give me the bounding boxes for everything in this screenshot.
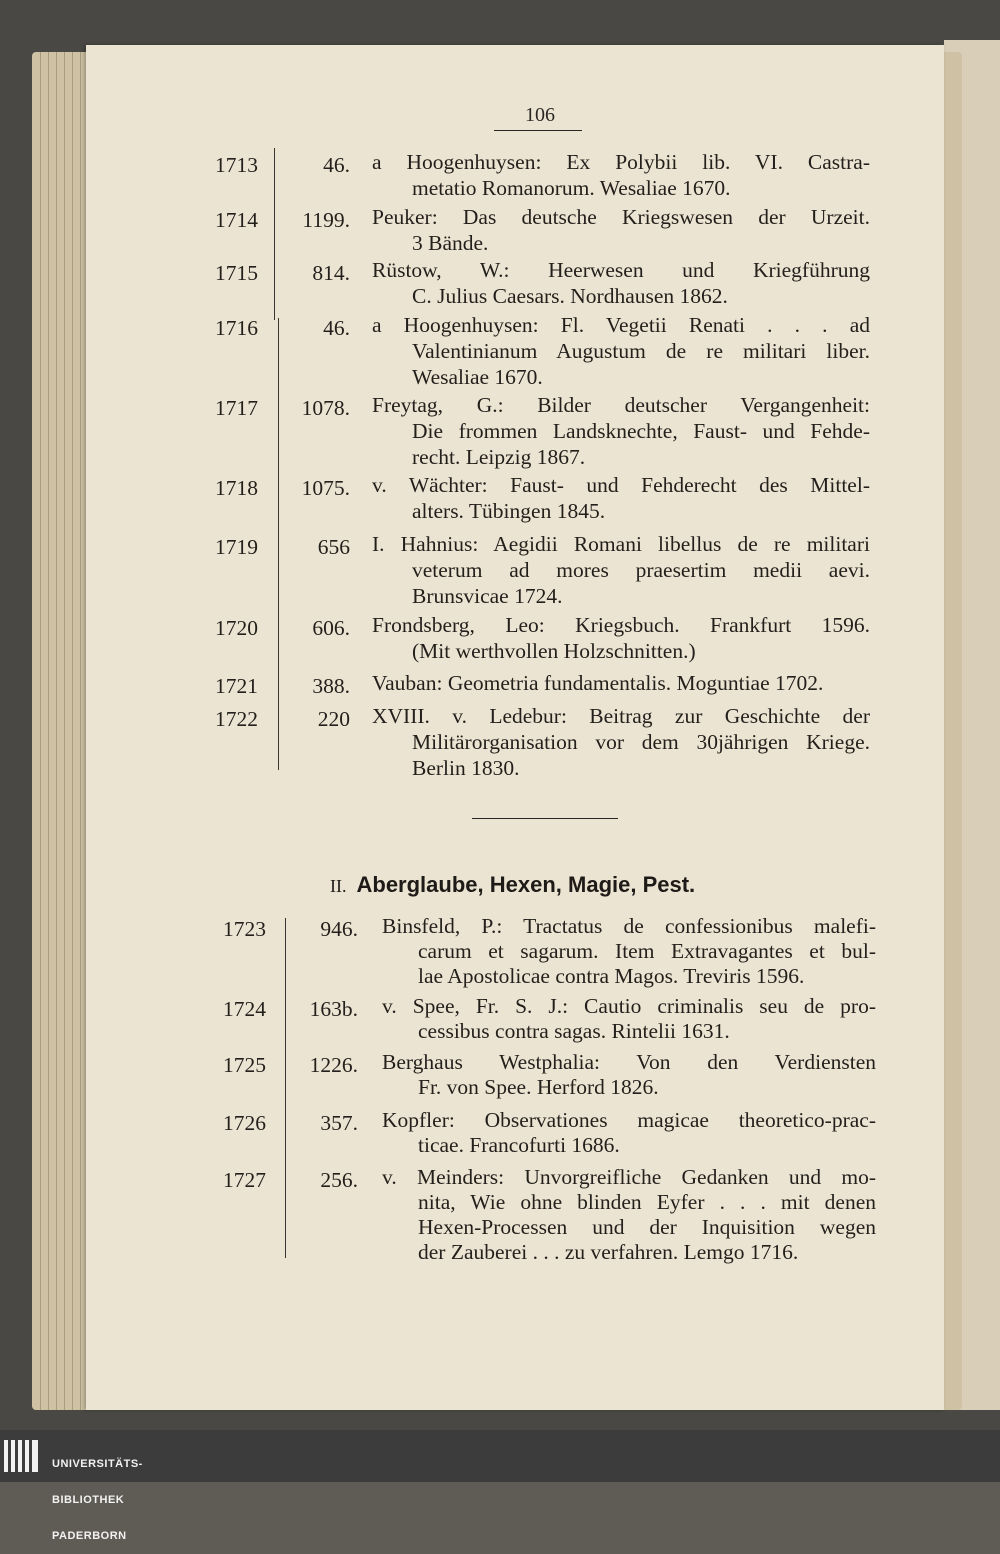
entry-text-line: recht. Leipzig 1867. xyxy=(412,445,586,469)
entry-number: 1725 xyxy=(223,1053,266,1077)
entry-text-line: v. Wächter: Faust- und Fehderecht des Mittel- xyxy=(372,473,870,497)
entry-number: 1723 xyxy=(223,917,266,941)
entry-reference: 256. xyxy=(320,1168,358,1192)
entry-text-line: ticae. Francofurti 1686. xyxy=(418,1133,620,1157)
entry-number: 1718 xyxy=(215,476,258,500)
section-separator xyxy=(472,818,618,819)
library-footer-bar xyxy=(0,1430,1000,1482)
entry-text-line: C. Julius Caesars. Nordhausen 1862. xyxy=(412,284,728,308)
entry-number: 1713 xyxy=(215,153,258,177)
entry-text-line: Brunsvicae 1724. xyxy=(412,584,563,608)
entry-text-line: 3 Bände. xyxy=(412,231,489,255)
entry-text-line: Peuker: Das deutsche Kriegswesen der Urzeit. xyxy=(372,205,870,229)
entry-reference: 606. xyxy=(312,616,350,640)
entry-reference: 1226. xyxy=(309,1053,358,1077)
entry-text-line: Militärorganisation vor dem 30jährigen Kriege. xyxy=(412,730,870,754)
entry-number: 1726 xyxy=(223,1111,266,1135)
column-divider-top-b xyxy=(278,318,279,770)
entry-text-line: Rüstow, W.: Heerwesen und Kriegführung xyxy=(372,258,870,282)
logo-line: UNIVERSITÄTS- xyxy=(52,1458,143,1470)
entry-text-line: a Hoogenhuysen: Ex Polybii lib. VI. Castra- xyxy=(372,150,870,174)
entry-text-line: Wesaliae 1670. xyxy=(412,365,543,389)
entry-text-line: Berlin 1830. xyxy=(412,756,520,780)
entry-text-line: v. Meinders: Unvorgreifliche Gedanken und mo- xyxy=(382,1165,876,1189)
entry-number: 1719 xyxy=(215,535,258,559)
logo-line: BIBLIOTHEK xyxy=(52,1494,125,1506)
logo-line: PADERBORN xyxy=(52,1530,127,1542)
entry-text-line: carum et sagarum. Item Extravagantes et bul- xyxy=(418,939,876,963)
entry-reference: 163b. xyxy=(309,997,358,1021)
section-roman-numeral: II. xyxy=(330,876,347,896)
entry-number: 1714 xyxy=(215,208,258,232)
entry-reference: 656 xyxy=(317,535,350,559)
page-number: 106 xyxy=(525,104,555,126)
entry-text-line: veterum ad mores praesertim medii aevi. xyxy=(412,558,870,582)
section-title: Aberglaube, Hexen, Magie, Pest. xyxy=(356,872,696,897)
entry-text-line: der Zauberei . . . zu verfahren. Lemgo 1716. xyxy=(418,1240,799,1264)
entry-text-line: alters. Tübingen 1845. xyxy=(412,499,606,523)
entry-text-line: a Hoogenhuysen: Fl. Vegetii Renati . . . ad xyxy=(372,313,870,337)
entry-text-line: I. Hahnius: Aegidii Romani libellus de re militari xyxy=(372,532,870,556)
entry-number: 1717 xyxy=(215,396,258,420)
entry-reference: 1075. xyxy=(301,476,350,500)
entry-text-line: Die frommen Landsknechte, Faust- und Fehde- xyxy=(412,419,870,443)
entry-text-line: Freytag, G.: Bilder deutscher Vergangenheit: xyxy=(372,393,870,417)
entry-text-line: lae Apostolicae contra Magos. Treviris 1596. xyxy=(418,964,805,988)
entry-reference: 388. xyxy=(312,674,350,698)
entry-reference: 46. xyxy=(323,316,350,340)
entry-number: 1721 xyxy=(215,674,258,698)
entry-text-line: (Mit werthvollen Holzschnitten.) xyxy=(412,639,696,663)
entry-text-line: Berghaus Westphalia: Von den Verdiensten xyxy=(382,1050,876,1074)
entry-text-line: Fr. von Spee. Herford 1826. xyxy=(418,1075,659,1099)
library-logo-icon xyxy=(2,1436,42,1476)
section-heading xyxy=(330,872,850,898)
entry-number: 1722 xyxy=(215,707,258,731)
entry-number: 1727 xyxy=(223,1168,266,1192)
page-number-underline xyxy=(494,130,582,131)
entry-reference: 46. xyxy=(323,153,350,177)
entry-text-line: XVIII. v. Ledebur: Beitrag zur Geschichte der xyxy=(372,704,870,728)
library-logo-text xyxy=(52,1434,143,1554)
entry-text-line: metatio Romanorum. Wesaliae 1670. xyxy=(412,176,731,200)
entry-number: 1716 xyxy=(215,316,258,340)
entry-number: 1724 xyxy=(223,997,266,1021)
entry-reference: 220 xyxy=(317,707,350,731)
entry-text-line: cessibus contra sagas. Rintelii 1631. xyxy=(418,1019,730,1043)
entry-text-line: v. Spee, Fr. S. J.: Cautio criminalis seu de pro- xyxy=(382,994,876,1018)
entry-text-line: Binsfeld, P.: Tractatus de confessionibus malefi- xyxy=(382,914,876,938)
entry-reference: 1199. xyxy=(302,208,350,232)
column-divider-bottom xyxy=(285,918,286,1258)
entry-text-line: Frondsberg, Leo: Kriegsbuch. Frankfurt 1596. xyxy=(372,613,870,637)
entry-text-line: Kopfler: Observationes magicae theoretico-prac- xyxy=(382,1108,876,1132)
entry-text-line: Hexen-Processen und der Inquisition wegen xyxy=(418,1215,876,1239)
entry-reference: 814. xyxy=(312,261,350,285)
entry-number: 1720 xyxy=(215,616,258,640)
entry-text-line: Vauban: Geometria fundamentalis. Moguntiae 1702. xyxy=(372,671,824,695)
entry-reference: 357. xyxy=(320,1111,358,1135)
column-divider-top-a xyxy=(274,148,275,320)
entry-text-line: nita, Wie ohne blinden Eyfer . . . mit denen xyxy=(418,1190,876,1214)
entry-reference: 946. xyxy=(320,917,358,941)
entry-number: 1715 xyxy=(215,261,258,285)
entry-reference: 1078. xyxy=(301,396,350,420)
entry-text-line: Valentinianum Augustum de re militari liber. xyxy=(412,339,870,363)
